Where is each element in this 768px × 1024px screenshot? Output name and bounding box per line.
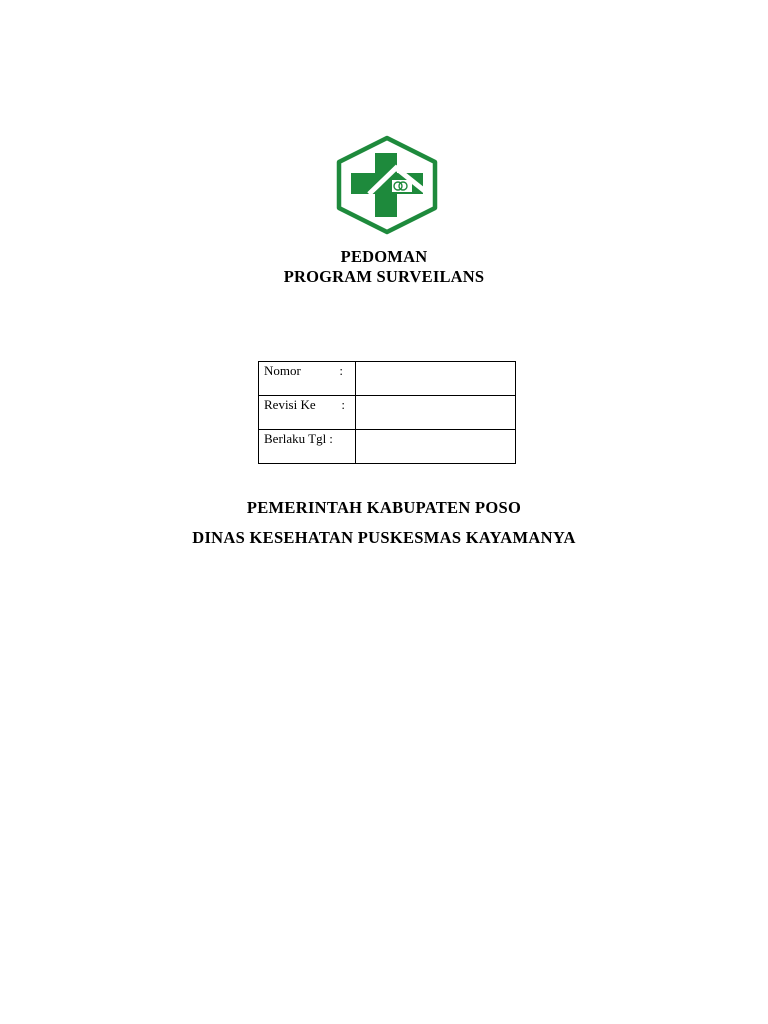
health-ministry-logo-icon — [334, 135, 440, 235]
organization-line1: PEMERINTAH KABUPATEN POSO — [246, 498, 522, 517]
table-row — [259, 396, 516, 430]
organization-line2: DINAS KESEHATAN PUSKESMAS KAYAMANYA — [192, 528, 576, 547]
document-info-table — [258, 361, 516, 464]
nomor-label: Nomor — [264, 363, 301, 378]
document-title-line2: PROGRAM SURVEILANS — [283, 267, 485, 286]
berlaku-value-cell — [356, 430, 516, 464]
revisi-label-cell — [259, 396, 356, 430]
revisi-value-cell — [356, 396, 516, 430]
berlaku-label-cell — [259, 430, 356, 464]
document-title-line1: PEDOMAN — [340, 247, 428, 266]
berlaku-label: Berlaku Tgl — [264, 431, 327, 446]
table-row — [259, 362, 516, 396]
nomor-label-cell — [259, 362, 356, 396]
berlaku-colon: : — [329, 431, 333, 446]
table-row — [259, 430, 516, 464]
revisi-colon: : — [341, 397, 345, 412]
nomor-colon: : — [339, 363, 343, 378]
nomor-value-cell — [356, 362, 516, 396]
revisi-label: Revisi Ke — [264, 397, 316, 412]
